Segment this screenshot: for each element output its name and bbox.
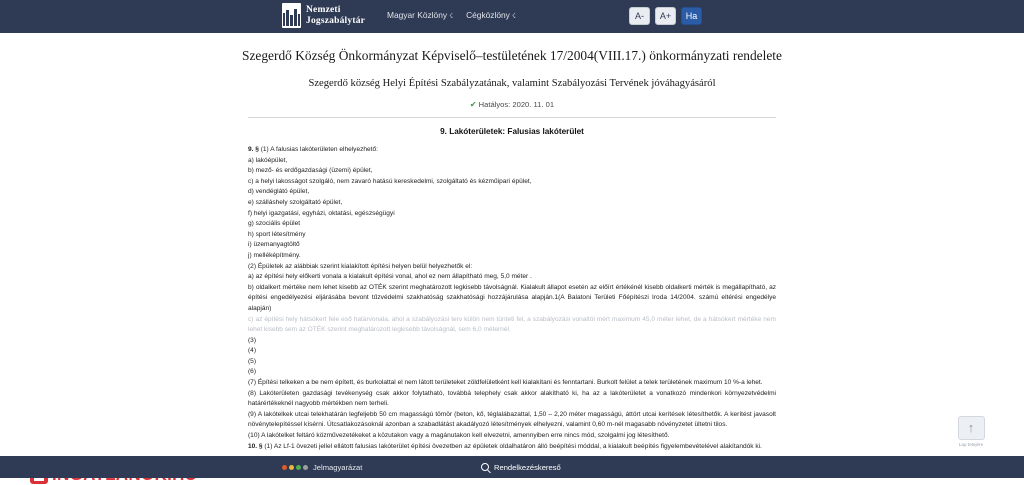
coat-of-arms-icon <box>282 3 301 28</box>
arrow-up-icon[interactable]: ↑ <box>958 416 985 440</box>
paragraph: j) melléképítmény. <box>248 251 301 259</box>
search-icon <box>481 463 489 471</box>
paragraph: (9) A lakótelkek utcai telekhatárán legfeljebb 50 cm magasságú tömör (beton, kő, téglalábazattal, 1,50 – 2,20 méter magasságú, áttört utcai kerítések létesíthetők. A kerítést javasolt növénytelepítéssel kísérni. Útcsatlakozásoknál azonban a szabadlátást akadályozó létesítmények elhelyezni, valamint 0,60 m-nél magasabb növényzetet ültetni tilos. <box>248 410 776 429</box>
paragraph: 10. § (1) Az Lf-1 övezeti jellel ellátott falusias lakóterület építési övezetben az épületek oldalhatáron álló beépítési móddal, a kialakult beépítés figyelembevételével alakítandók ki. <box>248 442 762 450</box>
font-increase-button[interactable]: A+ <box>655 7 676 25</box>
paragraph: (6) <box>248 368 257 376</box>
paragraph: b) oldalkert mértéke nem lehet kisebb az OTÉK szerint meghatározott legkisebb távolságnál. Kialakult állapot esetén az előírt értékénél kisebb oldalkerti mérték is megállapítható, az építési engedélyezési eljárásába bevont tűzvédelmi szakhatóság szakhatósági hozzájárulása alapján.1(A Balatoni Területi Főépítészi Iroda 14/2004. számú eltérési engedélye alapján) <box>248 283 776 312</box>
rule-search-label: Rendelkezéskereső <box>494 462 561 472</box>
link-cegkozlony-label: Cégközlöny <box>466 10 510 20</box>
back-to-top[interactable] <box>956 416 986 447</box>
paragraph: e) szálláshely szolgáltató épület, <box>248 198 343 206</box>
paragraph: b) mező- és erdőgazdasági (üzemi) épület, <box>248 167 373 175</box>
paragraph: 9. § (1) A falusias lakóterületen elhelyezhető: <box>248 146 378 153</box>
legend-dots-icon <box>282 465 308 470</box>
paragraph: (7) Építési telkeken a be nem épített, és burkolattal el nem látott területeket zöldfelületként kell kialakítani és fenntartani. Burkolt felület a telek területének maximum 10 %-a lehet. <box>248 379 763 387</box>
font-decrease-button[interactable]: A- <box>629 7 650 25</box>
paragraph: d) vendéglátó épület, <box>248 188 310 196</box>
logo-line-2: Jogszabálytár <box>306 15 366 26</box>
font-size-controls <box>629 7 702 25</box>
document-viewport[interactable] <box>0 33 1024 456</box>
external-link-icon: ☇ <box>449 13 454 20</box>
bottom-bar <box>0 456 1024 478</box>
paragraph: (8) Lakóterületen gazdasági tevékenység csak akkor folytatható, továbbá telephely csak akkor alakítható ki, ha az a lakóterületet a vonatkozó mindenkori környezetvédelmi határértékeknél nagyobb mértékben nem terheli. <box>248 389 776 408</box>
paragraph: (3) <box>248 336 257 344</box>
external-link-icon: ☇ <box>511 13 516 20</box>
paragraph: a) az építési hely előkerti vonala a kialakult építési vonal, ahol ez nem állapítható meg, 5,0 méter . <box>248 273 532 281</box>
rule-search-button[interactable] <box>481 463 561 472</box>
paragraph-faded: c) az építési hely hátsókert fele eső határvonala, ahol a szabályozási terv külön nem tünteti fel, a szabályozási vonaltól mért maximum 45,0 méter lehet, de a hátsókert mértéke nem lehet kisebb sem az OTÉK szerint meghatározott legkisebb távolságnál, sem 6,0 méternél. <box>248 315 776 334</box>
document-subtitle: Szegerdő község Helyi Építési Szabályzatának, valamint Szabályozási Tervének jóváhagyásáról <box>308 78 716 89</box>
paragraph: h) sport létesítmény <box>248 230 306 238</box>
paragraph: (2) Épületek az alábbiak szerint kialakított építési helyen belül helyezhetők el: <box>248 262 473 270</box>
document-body <box>248 145 776 452</box>
top-navigation-bar <box>0 0 1024 33</box>
status-label: Hatályos: 2020. 11. 01 <box>478 100 555 109</box>
paragraph: (5) <box>248 357 257 365</box>
check-icon: ✔ <box>469 100 477 109</box>
link-magyar-kozlony-label: Magyar Közlöny <box>387 10 448 20</box>
paragraph: (10) A lakótelket feltáró közművezetékeket a közutakon vagy a magánutakon kell elvezetni, amennyiben erre nincs mód, szolgalmi jog létesíthető. <box>248 432 670 440</box>
section-heading: 9. Lakóterületek: Falusias lakóterület <box>440 127 584 136</box>
top-links <box>387 10 516 20</box>
paragraph: g) szociális épület <box>248 220 301 228</box>
link-magyar-kozlony[interactable] <box>387 10 453 20</box>
legend-button[interactable] <box>282 463 362 472</box>
paragraph: i) üzemanyagtöltő <box>248 241 300 249</box>
logo-line-1: Nemzeti <box>306 5 341 16</box>
site-logo-text <box>306 5 365 26</box>
divider <box>248 117 776 118</box>
legend-label: Jelmagyarázat <box>313 462 363 472</box>
page-title: Szegerdő Község Önkormányzat Képviselő–testületének 17/2004(VIII.17.) önkormányzati rendelete <box>242 48 782 63</box>
status-badge <box>162 100 862 109</box>
paragraph: f) helyi igazgatási, egyházi, oktatási, egészségügyi <box>248 209 395 217</box>
font-highlight-button[interactable]: Ha <box>681 7 702 25</box>
site-logo[interactable] <box>282 3 365 28</box>
paragraph: (4) <box>248 347 257 355</box>
back-to-top-label: Lap tetejére <box>958 442 984 447</box>
paragraph: a) lakóépület, <box>248 156 288 164</box>
link-cegkozlony[interactable] <box>466 10 516 20</box>
paragraph: c) a helyi lakosságot szolgáló, nem zavaró hatású kereskedelmi, szolgáltató és kézműipari épület, <box>248 177 532 185</box>
